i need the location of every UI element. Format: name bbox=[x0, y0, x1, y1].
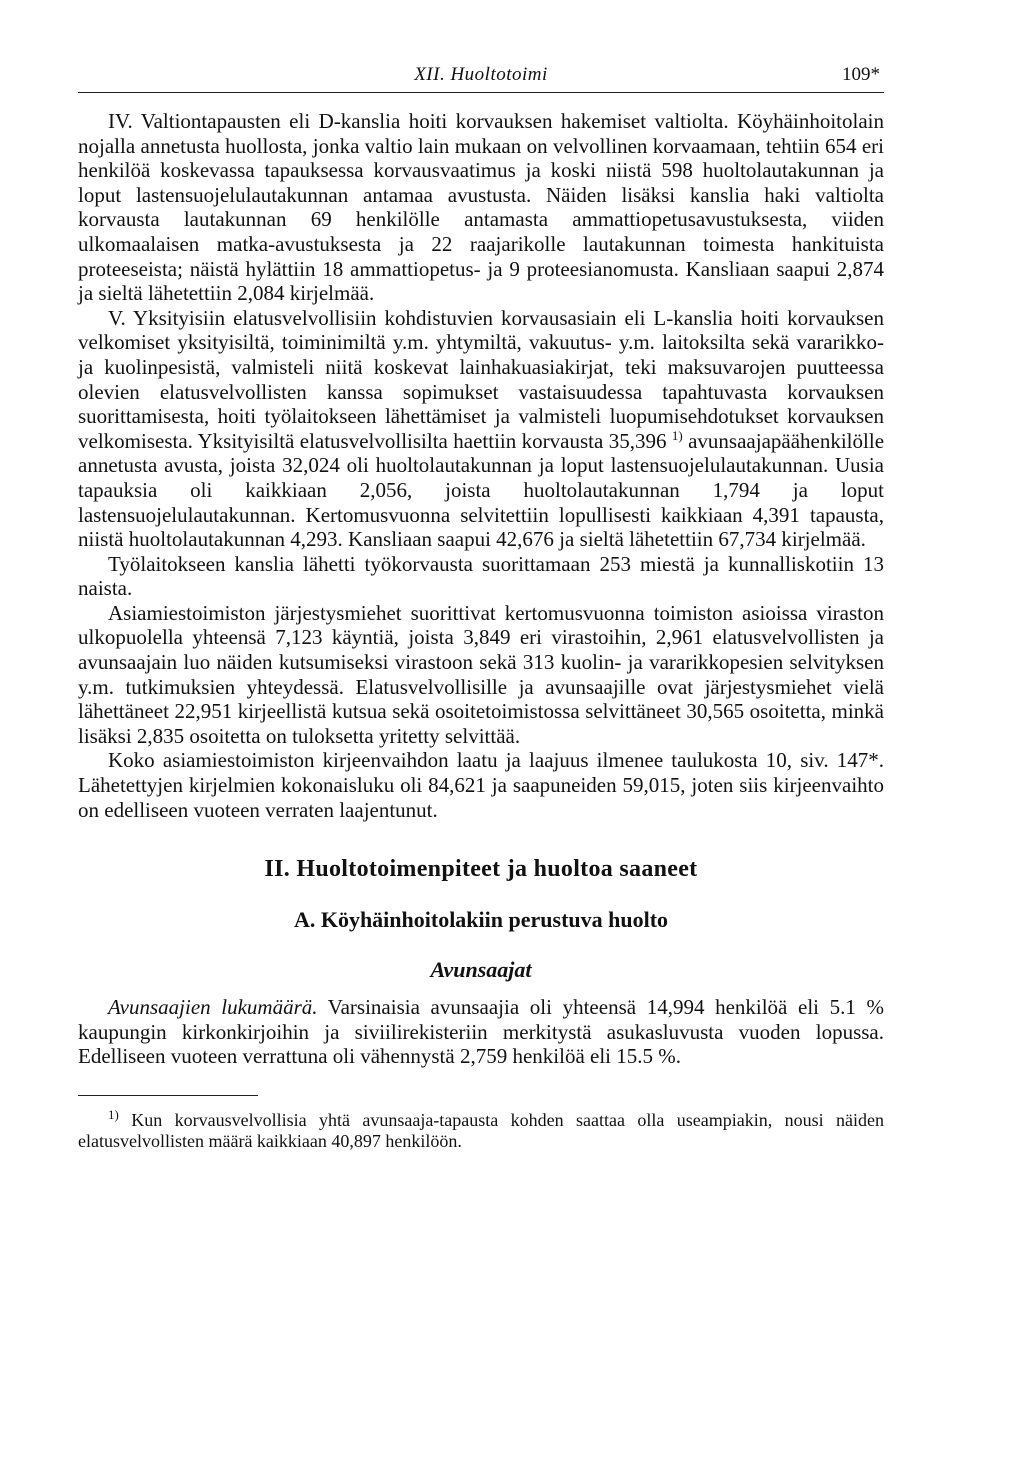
paragraph-kirjeenvaihto: Koko asiamiestoimiston kirjeenvaihdon laatu ja laajuus ilmenee taulukosta 10, siv. 147*. Lähetettyjen kirjelmien kokonaisluku oli 84,621 ja saapuneiden 59,015, joten siis kirjeenvaihto on edelliseen vuoteen verraten laajentunut. bbox=[78, 748, 884, 822]
section-heading: II. Huoltotoimenpiteet ja huoltoa saaneet bbox=[264, 856, 698, 883]
footnote-reference: 1) bbox=[671, 427, 683, 443]
subsection-heading: A. Köyhäinhoitolakiin perustuva huolto bbox=[293, 907, 669, 933]
footnote-mark: 1) bbox=[108, 1107, 119, 1122]
running-title: XII. Huoltotoimi bbox=[414, 64, 548, 85]
paragraph-v-text: V. Yksityisiin elatusvelvollisiin kohdistuvien korvausasiain eli L-kanslia hoiti korvauksen velkomiset yksityisiltä, toiminimiltä y.m. yhtymiltä, vakuutus- y.m. laitoksilta sekä vararikko- ja kuolinpesistä, valmisteli niitä koskevat lainhakuasiakirjat, teki maksuvarojen puutteessa olevien elatusvelvollisten kanssa sopimukset vastaisuudessa tapahtuvasta korvauksen suorittamisesta, hoiti työlaitokseen lähettämiset ja valmisteli luopumisehdotukset korvauksen velkomisesta. Yksityisiltä elatusvelvollisilta haettiin korvausta 35,396 bbox=[78, 305, 884, 453]
footnote-text: Kun korvausvelvollisia yhtä avunsaaja-tapausta kohden saattaa olla useampiakin, nousi näiden elatusvelvollisten määrä kaikkiaan 40,897 henkilöön. bbox=[78, 1110, 884, 1151]
paragraph-asiamiestoimisto: Asiamiestoimiston järjestysmiehet suorittivat kertomusvuonna toimiston asioissa viraston ulkopuolella yhteensä 7,123 käyntiä, joista 3,849 eri virastoihin, 2,961 elatusvelvollisten ja avunsaajain luo näiden kutsumiseksi virastoon sekä 313 kuolin- ja vararikkopesien selvityksen y.m. tutkimuksien yhteydessä. Elatusvelvollisille ja avunsaajille ovat järjestysmiehet vielä lähettäneet 22,951 kirjeellistä kutsua sekä osoitetoimistossa selvittäneet 30,565 osoitetta, minkä lisäksi 2,835 osoitetta on tuloksetta yritetty selvittää. bbox=[78, 600, 884, 748]
running-header bbox=[78, 58, 884, 92]
page-number: 109* bbox=[842, 64, 880, 85]
header-rule bbox=[78, 92, 884, 93]
paragraph-tyolaitos: Työlaitokseen kanslia lähetti työkorvausta suorittamaan 253 miestä ja kunnalliskotiin 13 naista. bbox=[78, 551, 884, 601]
footnote-rule bbox=[78, 1095, 258, 1096]
paragraph-iv: IV. Valtiontapausten eli D-kanslia hoiti korvauksen hakemiset valtiolta. Köyhäinhoitolain nojalla annetusta huollosta, jonka valtio lain mukaan on velvollinen korvaamaan, tehtiin 654 eri henkilöä koskevassa tapauksessa korvausvaatimus ja koski niistä 598 huoltolautakunnan ja loput lastensuojelulautakunnan antamaa avustusta. Näiden lisäksi kanslia haki valtiolta korvausta lautakunnan 69 henkilölle antamasta ammattiopetusavustuksesta, viiden ulkomaalaisen matka-avustuksesta ja 22 raajarikolle lautakunnan toimesta hankituista proteeseista; näistä hylättiin 18 ammattiopetus- ja 9 proteesianomusta. Kansliaan saapui 2,874 ja sieltä lähetettiin 2,084 kirjelmää. bbox=[78, 109, 884, 306]
paragraph-avunsaajat bbox=[78, 995, 884, 1069]
paragraph-v-continued: avunsaajapäähenkilölle annetusta avusta, joista 32,024 oli huoltolautakunnan ja loput lastensuojelulautakunnan. Uusia tapauksia oli kaikkiaan 2,056, joista huoltolautakunnan 1,794 ja loput lastensuojelulautakunnan. Kertomusvuonna selvitettiin lopullisesti kaikkiaan 4,391 tapausta, niistä huoltolautakunnan 4,293. Kansliaan saapui 42,676 ja sieltä lähetettiin 67,734 kirjelmää. bbox=[78, 428, 885, 552]
main-text bbox=[78, 109, 884, 1069]
footnote bbox=[78, 1107, 884, 1152]
paragraph-avunsaajat-text: Varsinaisia avunsaajia oli yhteensä 14,994 henkilöä eli 5.1 % kaupungin kirkonkirjoihin ja siviilirekisteriin merkitystä asukasluvusta vuoden lopussa. Edelliseen vuoteen verrattuna oli vähennystä 2,759 henkilöä eli 15.5 %. bbox=[78, 995, 884, 1069]
run-in-heading: Avunsaajien lukumäärä. bbox=[108, 995, 318, 1020]
document-page bbox=[78, 58, 884, 1152]
minor-heading: Avunsaajat bbox=[430, 957, 532, 983]
paragraph-v bbox=[78, 306, 884, 552]
